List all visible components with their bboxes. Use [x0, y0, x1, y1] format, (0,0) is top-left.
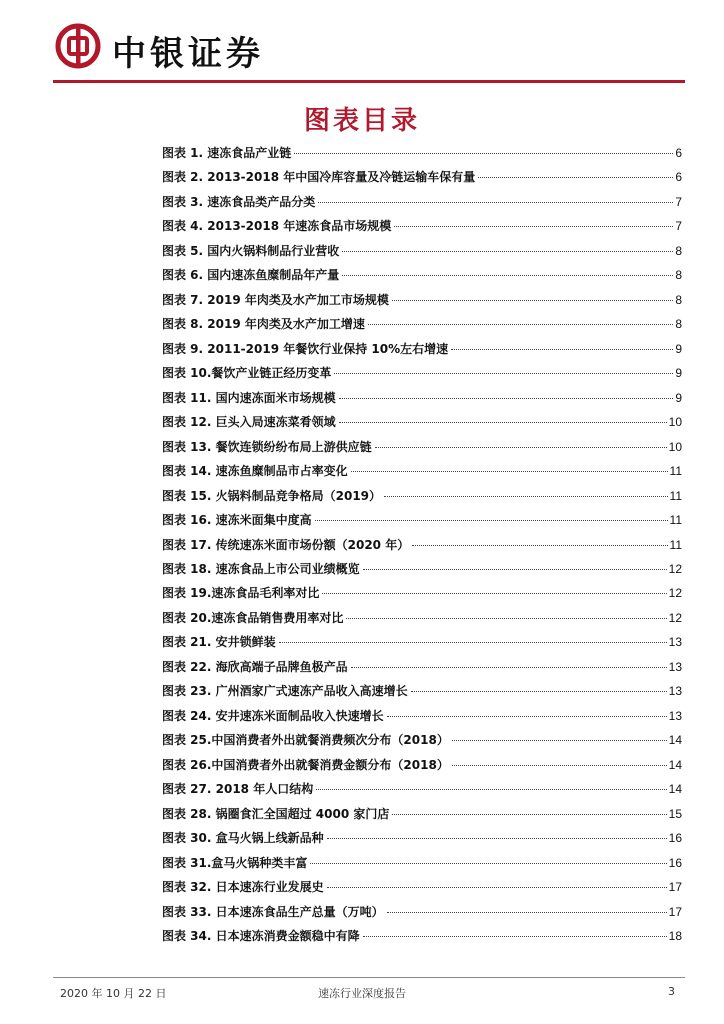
- toc-entry-title: 图表 2. 2013-2018 年中国冷库容量及冷链运输车保有量: [162, 170, 476, 185]
- toc-entry[interactable]: [162, 511, 682, 535]
- toc-entry-page: 8: [675, 317, 682, 332]
- toc-entry-page: 10: [668, 415, 682, 430]
- toc-dot-leader: [452, 765, 667, 766]
- toc-entry-page: 6: [675, 146, 682, 160]
- toc-entry-title: 图表 23. 广州酒家广式速冻产品收入高速增长: [162, 684, 408, 699]
- toc-entry-title: 图表 26.中国消费者外出就餐消费金额分布（2018）: [162, 757, 449, 772]
- toc-dot-leader: [412, 545, 667, 546]
- toc-dot-leader: [327, 887, 667, 888]
- toc-entry-page: 17: [668, 880, 682, 895]
- toc-entry[interactable]: [162, 609, 682, 633]
- toc-entry-title: 图表 21. 安井锁鲜装: [162, 635, 276, 650]
- toc-entry-title: 图表 24. 安井速冻米面制品收入快速增长: [162, 708, 384, 723]
- toc-entry-title: 图表 13. 餐饮连锁纷纷布局上游供应链: [162, 439, 372, 454]
- toc-entry-title: 图表 1. 速冻食品产业链: [162, 146, 292, 160]
- toc-entry-title: 图表 10.餐饮产业链正经历变革: [162, 366, 332, 381]
- toc-dot-leader: [318, 202, 673, 203]
- toc-dot-leader: [316, 789, 666, 790]
- toc-dot-leader: [394, 226, 673, 227]
- toc-entry-page: 9: [675, 390, 682, 405]
- toc-entry-page: 7: [675, 219, 682, 234]
- toc-entry[interactable]: [162, 584, 682, 608]
- toc-entry[interactable]: [162, 731, 682, 755]
- toc-entry-page: 10: [668, 439, 682, 454]
- toc-dot-leader: [392, 814, 666, 815]
- toc-entry-title: 图表 17. 传统速冻米面市场份额（2020 年）: [162, 537, 410, 552]
- toc-entry-title: 图表 11. 国内速冻面米市场规模: [162, 390, 336, 405]
- footer-divider: [53, 977, 685, 978]
- toc-entry[interactable]: [162, 658, 682, 682]
- toc-entry-page: 8: [675, 268, 682, 283]
- toc-entry-page: 11: [669, 537, 682, 552]
- toc-entry-page: 8: [675, 243, 682, 258]
- toc-entry-title: 图表 16. 速冻米面集中度高: [162, 513, 312, 528]
- toc-entry[interactable]: [162, 707, 682, 731]
- toc-dot-leader: [310, 863, 666, 864]
- toc-entry[interactable]: [162, 903, 682, 927]
- toc-entry[interactable]: [162, 633, 682, 657]
- bank-of-china-logo-icon: [55, 23, 101, 69]
- toc-entry[interactable]: [162, 878, 682, 902]
- toc-entry[interactable]: [162, 340, 682, 364]
- toc-entry[interactable]: [162, 462, 682, 486]
- toc-entry-title: 图表 6. 国内速冻鱼糜制品年产量: [162, 268, 340, 283]
- toc-entry-page: 16: [668, 855, 682, 870]
- toc-entry[interactable]: [162, 266, 682, 290]
- toc-entry-page: 13: [668, 659, 682, 674]
- toc-entry-title: 图表 5. 国内火锅料制品行业营收: [162, 243, 340, 258]
- toc-entry-title: 图表 14. 速冻鱼糜制品市占率变化: [162, 464, 348, 479]
- toc-entry-title: 图表 22. 海欣高端子品牌鱼极产品: [162, 659, 348, 674]
- toc-dot-leader: [363, 569, 667, 570]
- toc-entry-page: 18: [668, 929, 682, 943]
- toc-entry-page: 9: [675, 341, 682, 356]
- toc-entry-title: 图表 27. 2018 年人口结构: [162, 782, 314, 797]
- toc-entry[interactable]: [162, 193, 682, 217]
- toc-dot-leader: [322, 593, 666, 594]
- toc-dot-leader: [375, 447, 667, 448]
- toc-entry-title: 图表 3. 速冻食品类产品分类: [162, 194, 316, 209]
- toc-entry-title: 图表 30. 盒马火锅上线新品种: [162, 831, 324, 846]
- toc-entry[interactable]: [162, 144, 682, 168]
- toc-entry-page: 12: [668, 561, 682, 576]
- toc-dot-leader: [387, 912, 667, 913]
- toc-entry-title: 图表 31.盒马火锅种类丰富: [162, 855, 308, 870]
- toc-entry-page: 11: [669, 513, 682, 528]
- toc-entry-page: 13: [668, 708, 682, 723]
- toc-dot-leader: [411, 691, 667, 692]
- toc-entry-page: 14: [668, 733, 682, 748]
- toc-entry[interactable]: [162, 438, 682, 462]
- toc-dot-leader: [339, 398, 674, 399]
- toc-entry-title: 图表 18. 速冻食品上市公司业绩概览: [162, 561, 360, 576]
- toc-dot-leader: [451, 349, 673, 350]
- toc-entry[interactable]: [162, 682, 682, 706]
- toc-dot-leader: [327, 838, 667, 839]
- toc-entry[interactable]: [162, 756, 682, 780]
- toc-dot-leader: [387, 716, 667, 717]
- toc-entry-page: 6: [675, 170, 682, 185]
- toc-entry-page: 14: [668, 782, 682, 797]
- toc-dot-leader: [368, 324, 673, 325]
- toc-entry[interactable]: [162, 217, 682, 241]
- toc-dot-leader: [452, 740, 667, 741]
- toc-entry[interactable]: [162, 242, 682, 266]
- brand-name: 中银证券: [112, 34, 264, 74]
- toc-entry[interactable]: [162, 413, 682, 437]
- footer-report-title: 速冻行业深度报告: [318, 987, 406, 1000]
- page-title: 图表目录: [303, 106, 420, 136]
- toc-dot-leader: [339, 422, 667, 423]
- toc-entry[interactable]: [162, 315, 682, 339]
- toc-entry-title: 图表 9. 2011-2019 年餐饮行业保持 10%左右增速: [162, 341, 449, 356]
- toc-entry-page: 12: [668, 610, 682, 625]
- footer-date: 2020 年 10 月 22 日: [60, 987, 167, 1000]
- toc-entry-title: 图表 7. 2019 年肉类及水产加工市场规模: [162, 292, 389, 307]
- toc-dot-leader: [384, 496, 668, 497]
- toc-entry-page: 11: [669, 464, 682, 479]
- toc-dot-leader: [363, 936, 667, 937]
- toc-entry-title: 图表 33. 日本速冻食品生产总量（万吨）: [162, 904, 384, 919]
- toc-entry-title: 图表 25.中国消费者外出就餐消费频次分布（2018）: [162, 733, 449, 748]
- toc-dot-leader: [334, 373, 673, 374]
- toc-entry[interactable]: [162, 536, 682, 560]
- toc-dot-leader: [351, 471, 668, 472]
- toc-entry-title: 图表 12. 巨头入局速冻菜肴领域: [162, 415, 336, 430]
- toc-entry[interactable]: [162, 291, 682, 315]
- toc-entry[interactable]: [162, 389, 682, 413]
- toc-entry-title: 图表 32. 日本速冻行业发展史: [162, 880, 324, 895]
- toc-entry[interactable]: [162, 854, 682, 878]
- toc-entry-page: 9: [675, 366, 682, 381]
- header-divider: [53, 80, 685, 83]
- toc-entry[interactable]: [162, 780, 682, 804]
- toc-entry-title: 图表 28. 锅圈食汇全国超过 4000 家门店: [162, 806, 390, 821]
- toc-entry-title: 图表 8. 2019 年肉类及水产加工增速: [162, 317, 365, 332]
- toc-entry[interactable]: [162, 829, 682, 853]
- toc-entry-title: 图表 20.速冻食品销售费用率对比: [162, 610, 344, 625]
- toc-dot-leader: [351, 667, 667, 668]
- toc-dot-leader: [294, 153, 673, 154]
- toc-dot-leader: [478, 177, 673, 178]
- toc-dot-leader: [315, 520, 668, 521]
- toc-entry-page: 13: [668, 684, 682, 699]
- toc-entry-page: 7: [675, 194, 682, 209]
- page-header: [0, 0, 724, 90]
- table-of-figures: [162, 144, 682, 951]
- toc-entry-page: 17: [668, 904, 682, 919]
- toc-dot-leader: [392, 300, 673, 301]
- toc-entry-page: 8: [675, 292, 682, 307]
- toc-entry-page: 16: [668, 831, 682, 846]
- toc-entry-page: 11: [669, 488, 682, 503]
- toc-entry-title: 图表 15. 火锅料制品竞争格局（2019）: [162, 488, 382, 503]
- toc-dot-leader: [342, 251, 673, 252]
- toc-entry-page: 13: [668, 635, 682, 650]
- toc-entry[interactable]: [162, 927, 682, 951]
- toc-entry[interactable]: [162, 168, 682, 192]
- toc-dot-leader: [342, 275, 673, 276]
- toc-entry-title: 图表 4. 2013-2018 年速冻食品市场规模: [162, 219, 392, 234]
- toc-entry-title: 图表 34. 日本速冻消费金额稳中有降: [162, 929, 360, 943]
- toc-entry-page: 14: [668, 757, 682, 772]
- toc-entry[interactable]: [162, 364, 682, 388]
- toc-entry[interactable]: [162, 805, 682, 829]
- toc-dot-leader: [279, 642, 667, 643]
- toc-entry[interactable]: [162, 487, 682, 511]
- toc-entry-page: 15: [668, 806, 682, 821]
- footer-page-number: 3: [668, 985, 675, 998]
- toc-entry-title: 图表 19.速冻食品毛利率对比: [162, 586, 320, 601]
- toc-entry[interactable]: [162, 560, 682, 584]
- toc-entry-page: 12: [668, 586, 682, 601]
- toc-dot-leader: [346, 618, 666, 619]
